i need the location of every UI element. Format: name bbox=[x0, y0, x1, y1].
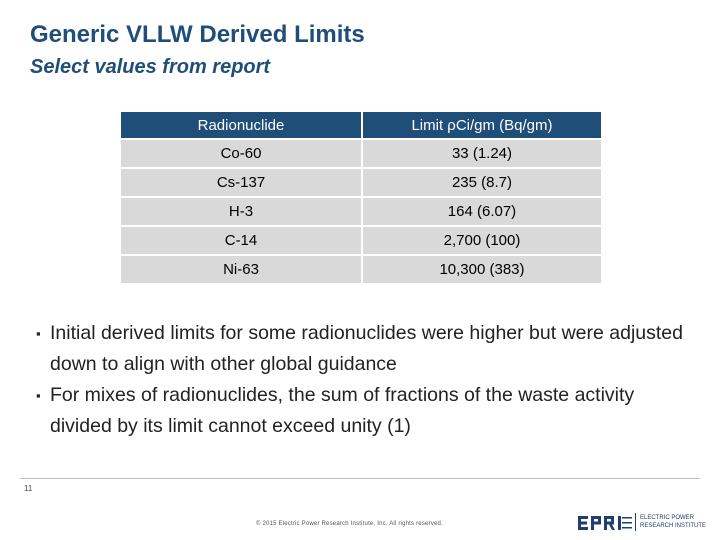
limit-cell: 10,300 (383) bbox=[363, 256, 601, 283]
slide-title: Generic VLLW Derived Limits bbox=[30, 21, 365, 48]
copyright-notice: © 2015 Electric Power Research Institute, Inc. All rights reserved. bbox=[256, 521, 443, 527]
limit-cell: 2,700 (100) bbox=[363, 227, 601, 254]
bullet-item bbox=[36, 318, 696, 380]
table-header-row bbox=[121, 112, 601, 138]
slide-subtitle: Select values from report bbox=[30, 56, 271, 78]
bullet-text: Initial derived limits for some radionuclides were higher but were adjusted down to align with other global guidance bbox=[50, 322, 683, 375]
bullet-list bbox=[36, 318, 696, 442]
square-bullet-icon: ▪ bbox=[36, 388, 41, 403]
radionuclide-cell: C-14 bbox=[121, 227, 363, 254]
logo-subtitle-line2: RESEARCH INSTITUTE bbox=[640, 523, 707, 529]
page-number: 11 bbox=[24, 484, 33, 493]
radionuclide-cell: Ni-63 bbox=[121, 256, 363, 283]
limit-cell: 235 (8.7) bbox=[363, 169, 601, 196]
bullet-text: For mixes of radionuclides, the sum of fractions of the waste activity divided by its limit cannot exceed unity (1) bbox=[50, 384, 635, 437]
table-row bbox=[121, 198, 601, 225]
table-row bbox=[121, 227, 601, 254]
logo-divider bbox=[635, 513, 636, 531]
table-row bbox=[121, 140, 601, 167]
logo-subtitle bbox=[640, 514, 706, 530]
table-row bbox=[121, 256, 601, 283]
column-header-limit: Limit ρCi/gm (Bq/gm) bbox=[363, 112, 601, 138]
footer-divider bbox=[20, 478, 700, 479]
square-bullet-icon: ▪ bbox=[36, 326, 41, 341]
radionuclide-cell: Cs-137 bbox=[121, 169, 363, 196]
radionuclide-cell: Co-60 bbox=[121, 140, 363, 167]
limits-table bbox=[121, 110, 601, 285]
limit-cell: 33 (1.24) bbox=[363, 140, 601, 167]
logo-subtitle-line1: ELECTRIC POWER bbox=[640, 515, 695, 521]
limit-cell: 164 (6.07) bbox=[363, 198, 601, 225]
bullet-item bbox=[36, 380, 696, 442]
column-header-radionuclide: Radionuclide bbox=[121, 112, 363, 138]
radionuclide-cell: H-3 bbox=[121, 198, 363, 225]
table-row bbox=[121, 169, 601, 196]
